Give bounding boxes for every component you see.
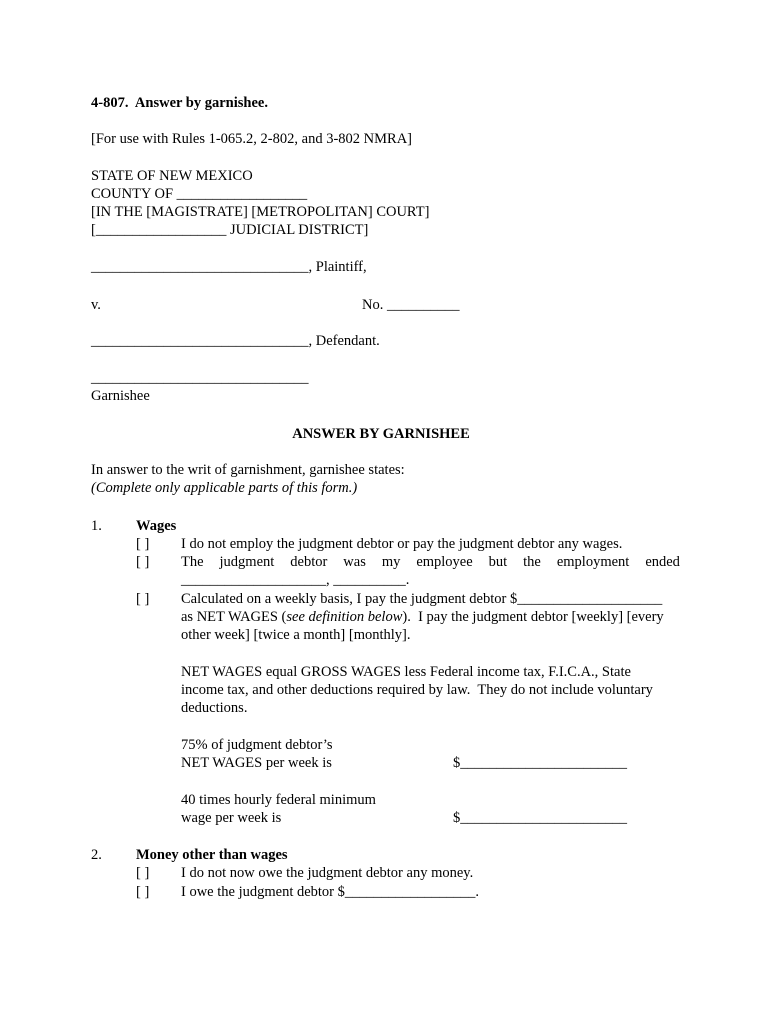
plaintiff-line: ______________________________, Plaintiff, — [91, 259, 367, 275]
section-1-heading: Wages — [136, 518, 177, 534]
word: my — [381, 554, 401, 570]
pct-net-wages-amount: $_______________________ — [453, 755, 627, 771]
see-definition-text: see definition below — [286, 609, 403, 625]
min-wage-amount: $_______________________ — [453, 810, 627, 826]
word: employee — [416, 554, 473, 570]
text-part: as NET WAGES ( — [181, 609, 287, 625]
pct-net-wages-label-2: NET WAGES per week is — [181, 755, 332, 771]
word: debtor — [290, 554, 328, 570]
word: ended — [645, 554, 680, 570]
net-wages-definition-3: deductions. — [181, 700, 248, 716]
wages-option-1-text: I do not employ the judgment debtor or pay the judgment debtor any wages. — [181, 536, 623, 552]
case-number-field: No. __________ — [362, 297, 460, 313]
word: employment — [556, 554, 630, 570]
wages-option-2-text — [181, 553, 680, 571]
caption-state: STATE OF NEW MEXICO — [91, 168, 253, 184]
rule-number: 4-807. — [91, 95, 129, 111]
text-part: ). I pay the judgment debtor [weekly] [every — [402, 609, 664, 625]
rule-title: Answer by garnishee. — [134, 95, 268, 111]
word: but — [488, 554, 508, 570]
money-option-1-text: I do not now owe the judgment debtor any money. — [181, 865, 474, 881]
section-2-heading: Money other than wages — [136, 847, 288, 863]
rule-heading — [91, 94, 268, 112]
word: the — [523, 554, 541, 570]
employment-ended-date-field: ____________________, __________. — [181, 572, 410, 588]
form-title: ANSWER BY GARNISHEE — [292, 426, 470, 442]
caption-county: COUNTY OF __________________ — [91, 186, 308, 202]
money-option-2-checkbox[interactable]: [ ] — [136, 884, 150, 900]
section-1-number: 1. — [91, 518, 102, 534]
form-intro: In answer to the writ of garnishment, garnishee states: — [91, 462, 405, 478]
net-wages-definition-1: NET WAGES equal GROSS WAGES less Federal income tax, F.I.C.A., State — [181, 664, 631, 680]
caption-district: [__________________ JUDICIAL DISTRICT] — [91, 222, 369, 238]
wages-option-2-checkbox[interactable]: [ ] — [136, 554, 150, 570]
garnishee-blank-line: ______________________________ — [91, 370, 309, 386]
money-option-2-text: I owe the judgment debtor $__________________. — [181, 884, 480, 900]
min-wage-label-2: wage per week is — [181, 810, 282, 826]
word: was — [343, 554, 366, 570]
wages-option-3-line-2 — [181, 608, 664, 626]
caption-court: [IN THE [MAGISTRATE] [METROPOLITAN] COURT] — [91, 204, 430, 220]
word: judgment — [219, 554, 275, 570]
versus-label: v. — [91, 297, 101, 313]
wages-option-3-line-1: Calculated on a weekly basis, I pay the judgment debtor $____________________ — [181, 591, 663, 607]
defendant-line: ______________________________, Defendant. — [91, 333, 380, 349]
form-instruction: (Complete only applicable parts of this form.) — [91, 480, 358, 496]
money-option-1-checkbox[interactable]: [ ] — [136, 865, 150, 881]
pct-net-wages-label-1: 75% of judgment debtor’s — [181, 737, 333, 753]
garnishee-label: Garnishee — [91, 388, 150, 404]
rules-use-note: [For use with Rules 1-065.2, 2-802, and 3-802 NMRA] — [91, 131, 412, 147]
wages-option-3-checkbox[interactable]: [ ] — [136, 591, 150, 607]
section-2-number: 2. — [91, 847, 102, 863]
wages-option-1-checkbox[interactable]: [ ] — [136, 536, 150, 552]
word: The — [181, 554, 204, 570]
net-wages-definition-2: income tax, and other deductions required by law. They do not include voluntary — [181, 682, 653, 698]
min-wage-label-1: 40 times hourly federal minimum — [181, 792, 376, 808]
wages-option-3-line-3: other week] [twice a month] [monthly]. — [181, 627, 411, 643]
